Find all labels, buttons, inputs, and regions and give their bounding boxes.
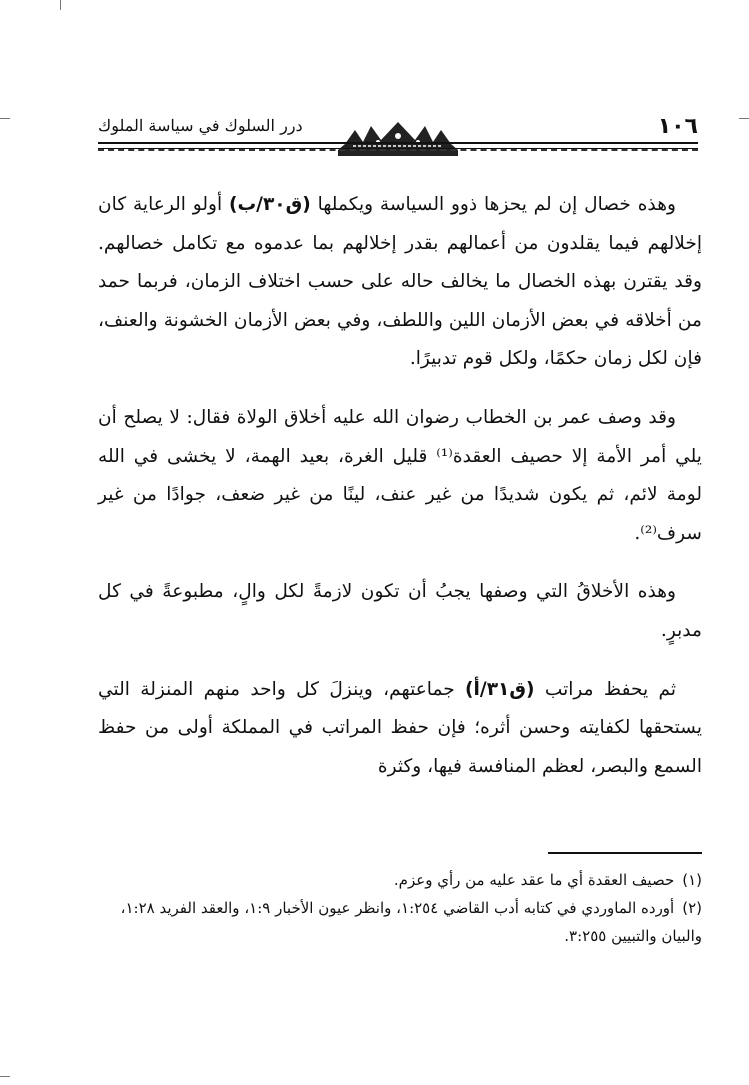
header-rule <box>98 142 698 149</box>
main-text <box>98 186 702 806</box>
footnote-separator <box>548 852 702 854</box>
paragraph-2: وقد وصف عمر بن الخطاب رضوان الله عليه أخلاق الولاة فقال: لا يصلح أن يلي أمر الأمة إلا حصيف العقدة⁽¹⁾ قليل الغرة، بعيد الهمة، لا يخشى في الله لومة لائم، ثم يكون شديدًا من غير عنف، لينًا من غير ضعف، جوادًا من غير سرف⁽²⁾. <box>98 406 702 544</box>
page-header <box>98 108 698 158</box>
footnote-number: (٢) <box>682 899 702 917</box>
paragraph-text: ثم يحفظ مراتب <box>544 678 676 700</box>
paragraph-text: وهذه خصال إن لم يحزها ذوو السياسة ويكملها <box>317 194 676 215</box>
footnotes <box>98 866 702 950</box>
crown-ornament-icon <box>333 120 463 158</box>
footnote-2 <box>98 894 702 950</box>
paragraph-text: جماعتهم، وينزلَ كل واحد منهم المنزلة التي يستحقها لكفايته وحسن أثره؛ فإن حفظ المراتب في المملكة أولى من حفظ السمع والبصر، لعظم المنافسة فيها، وكثرة <box>98 678 702 777</box>
paragraph-3: وهذه الأخلاقُ التي وصفها يجبُ أن تكون لازمةً لكل والٍ، مطبوعةً في كل مدبرٍ. <box>98 581 702 641</box>
header-rule-dashed <box>98 149 698 151</box>
footnote-number: (١) <box>682 871 702 889</box>
paragraph-text: أولو الرعاية كان إخلالهم فيما يقلدون من أعمالهم بقدر إخلالهم بما عدموه مع تكامل خصالهم. وقد يقترن بهذه الخصال ما يخالف حاله على حسب اختلاف الزمان، فربما حمد من أخلاقه في بعض الأزمان اللين واللطف، وفي بعض الأزمان الخشونة والعنف، فإن لكل زمان حكمًا، ولكل قوم تدبيرًا. <box>98 194 702 370</box>
manuscript-folio-marker: (ق٣٠/ب) <box>228 194 311 215</box>
paragraph-4 <box>98 671 702 787</box>
footnote-text: أورده الماوردي في كتابه أدب القاضي ١:٢٥٤، وانظر عيون الأخبار ١:٩، والعقد الفريد ١:٢٨، والبيان والتبيين ٣:٢٥٥. <box>120 899 702 945</box>
page-number: ١٠٦ <box>657 114 698 139</box>
manuscript-folio-marker: (ق٣١/أ) <box>465 678 535 700</box>
footnote-text: حصيف العقدة أي ما عقد عليه من رأي وعزم. <box>393 871 675 889</box>
paragraph-1 <box>98 186 702 379</box>
footnote-1 <box>98 866 702 894</box>
running-title: درر السلوك في سياسة الملوك <box>98 116 303 135</box>
